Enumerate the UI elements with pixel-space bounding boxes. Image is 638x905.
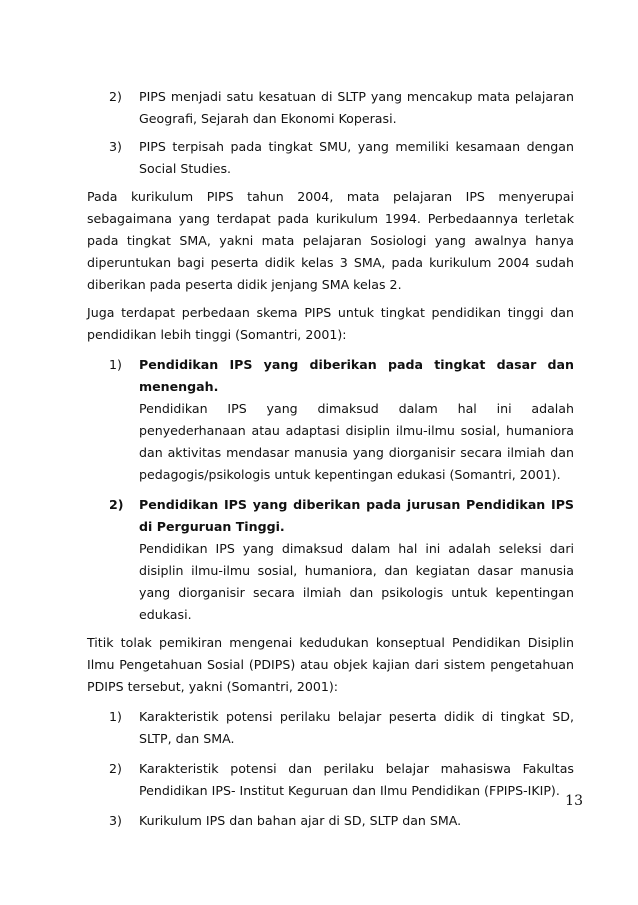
list-heading: Pendidikan IPS yang diberikan pada tingkat dasar dan menengah. [139,357,574,394]
list-body: Pendidikan IPS yang dimaksud dalam hal ini adalah penyederhanaan atau adaptasi disiplin ilmu-ilmu sosial, humaniora dan aktivitas mendasar manusia yang diorganisir secara ilmiah dan pedagogis/psikologis untuk kepentingan edukasi (Somantri, 2001). [139,401,574,482]
list-item [87,494,574,538]
list-number: 2) [109,761,122,776]
list-text: PIPS menjadi satu kesatuan di SLTP yang mencakup mata pelajaran Geografi, Sejarah dan Ekonomi Koperasi. [139,89,574,126]
list-number: 2) [109,89,122,104]
list-text: Kurikulum IPS dan bahan ajar di SD, SLTP dan SMA. [139,813,462,828]
list-text: Karakteristik potensi perilaku belajar peserta didik di tingkat SD, SLTP, dan SMA. [139,709,574,746]
list-heading: Pendidikan IPS yang diberikan pada jurusan Pendidikan IPS di Perguruan Tinggi. [139,497,574,534]
list-item [87,758,574,802]
list-number: 2) [109,497,124,512]
paragraph: Pada kurikulum PIPS tahun 2004, mata pelajaran IPS menyerupai sebagaimana yang terdapat pada kurikulum 1994. Perbedaannya terletak pada tingkat SMA, yakni mata pelajaran Sosiologi yang awalnya hanya diperuntukan bagi peserta didik kelas 3 SMA, pada kurikulum 2004 sudah diberikan pada peserta didik jenjang SMA kelas 2. [87,189,574,292]
paragraph: Titik tolak pemikiran mengenai kedudukan konseptual Pendidikan Disiplin Ilmu Pengetahuan Sosial (PDIPS) atau objek kajian dari sistem pengetahuan PDIPS tersebut, yakni (Somantri, 2001): [87,635,574,694]
list-body: Pendidikan IPS yang dimaksud dalam hal ini adalah seleksi dari disiplin ilmu-ilmu sosial, humaniora, dan kegiatan dasar manusia yang diorganisir secara ilmiah dan psikologis untuk kepentingan edukasi. [139,541,574,622]
document-page [87,86,574,832]
list-number: 1) [109,709,122,724]
list-item [87,136,574,180]
list-item [87,86,574,130]
list-text: PIPS terpisah pada tingkat SMU, yang memiliki kesamaan dengan Social Studies. [139,139,574,176]
paragraph: Juga terdapat perbedaan skema PIPS untuk tingkat pendidikan tinggi dan pendidikan lebih tinggi (Somantri, 2001): [87,305,574,342]
list-number: 1) [109,357,122,372]
list-item [87,810,574,832]
list-number: 3) [109,139,122,154]
list-number: 3) [109,813,122,828]
page-number: 13 [565,793,583,809]
list-text: Karakteristik potensi dan perilaku belajar mahasiswa Fakultas Pendidikan IPS- Institut Keguruan dan Ilmu Pendidikan (FPIPS-IKIP). [139,761,574,798]
list-item [87,706,574,750]
list-item [87,354,574,398]
